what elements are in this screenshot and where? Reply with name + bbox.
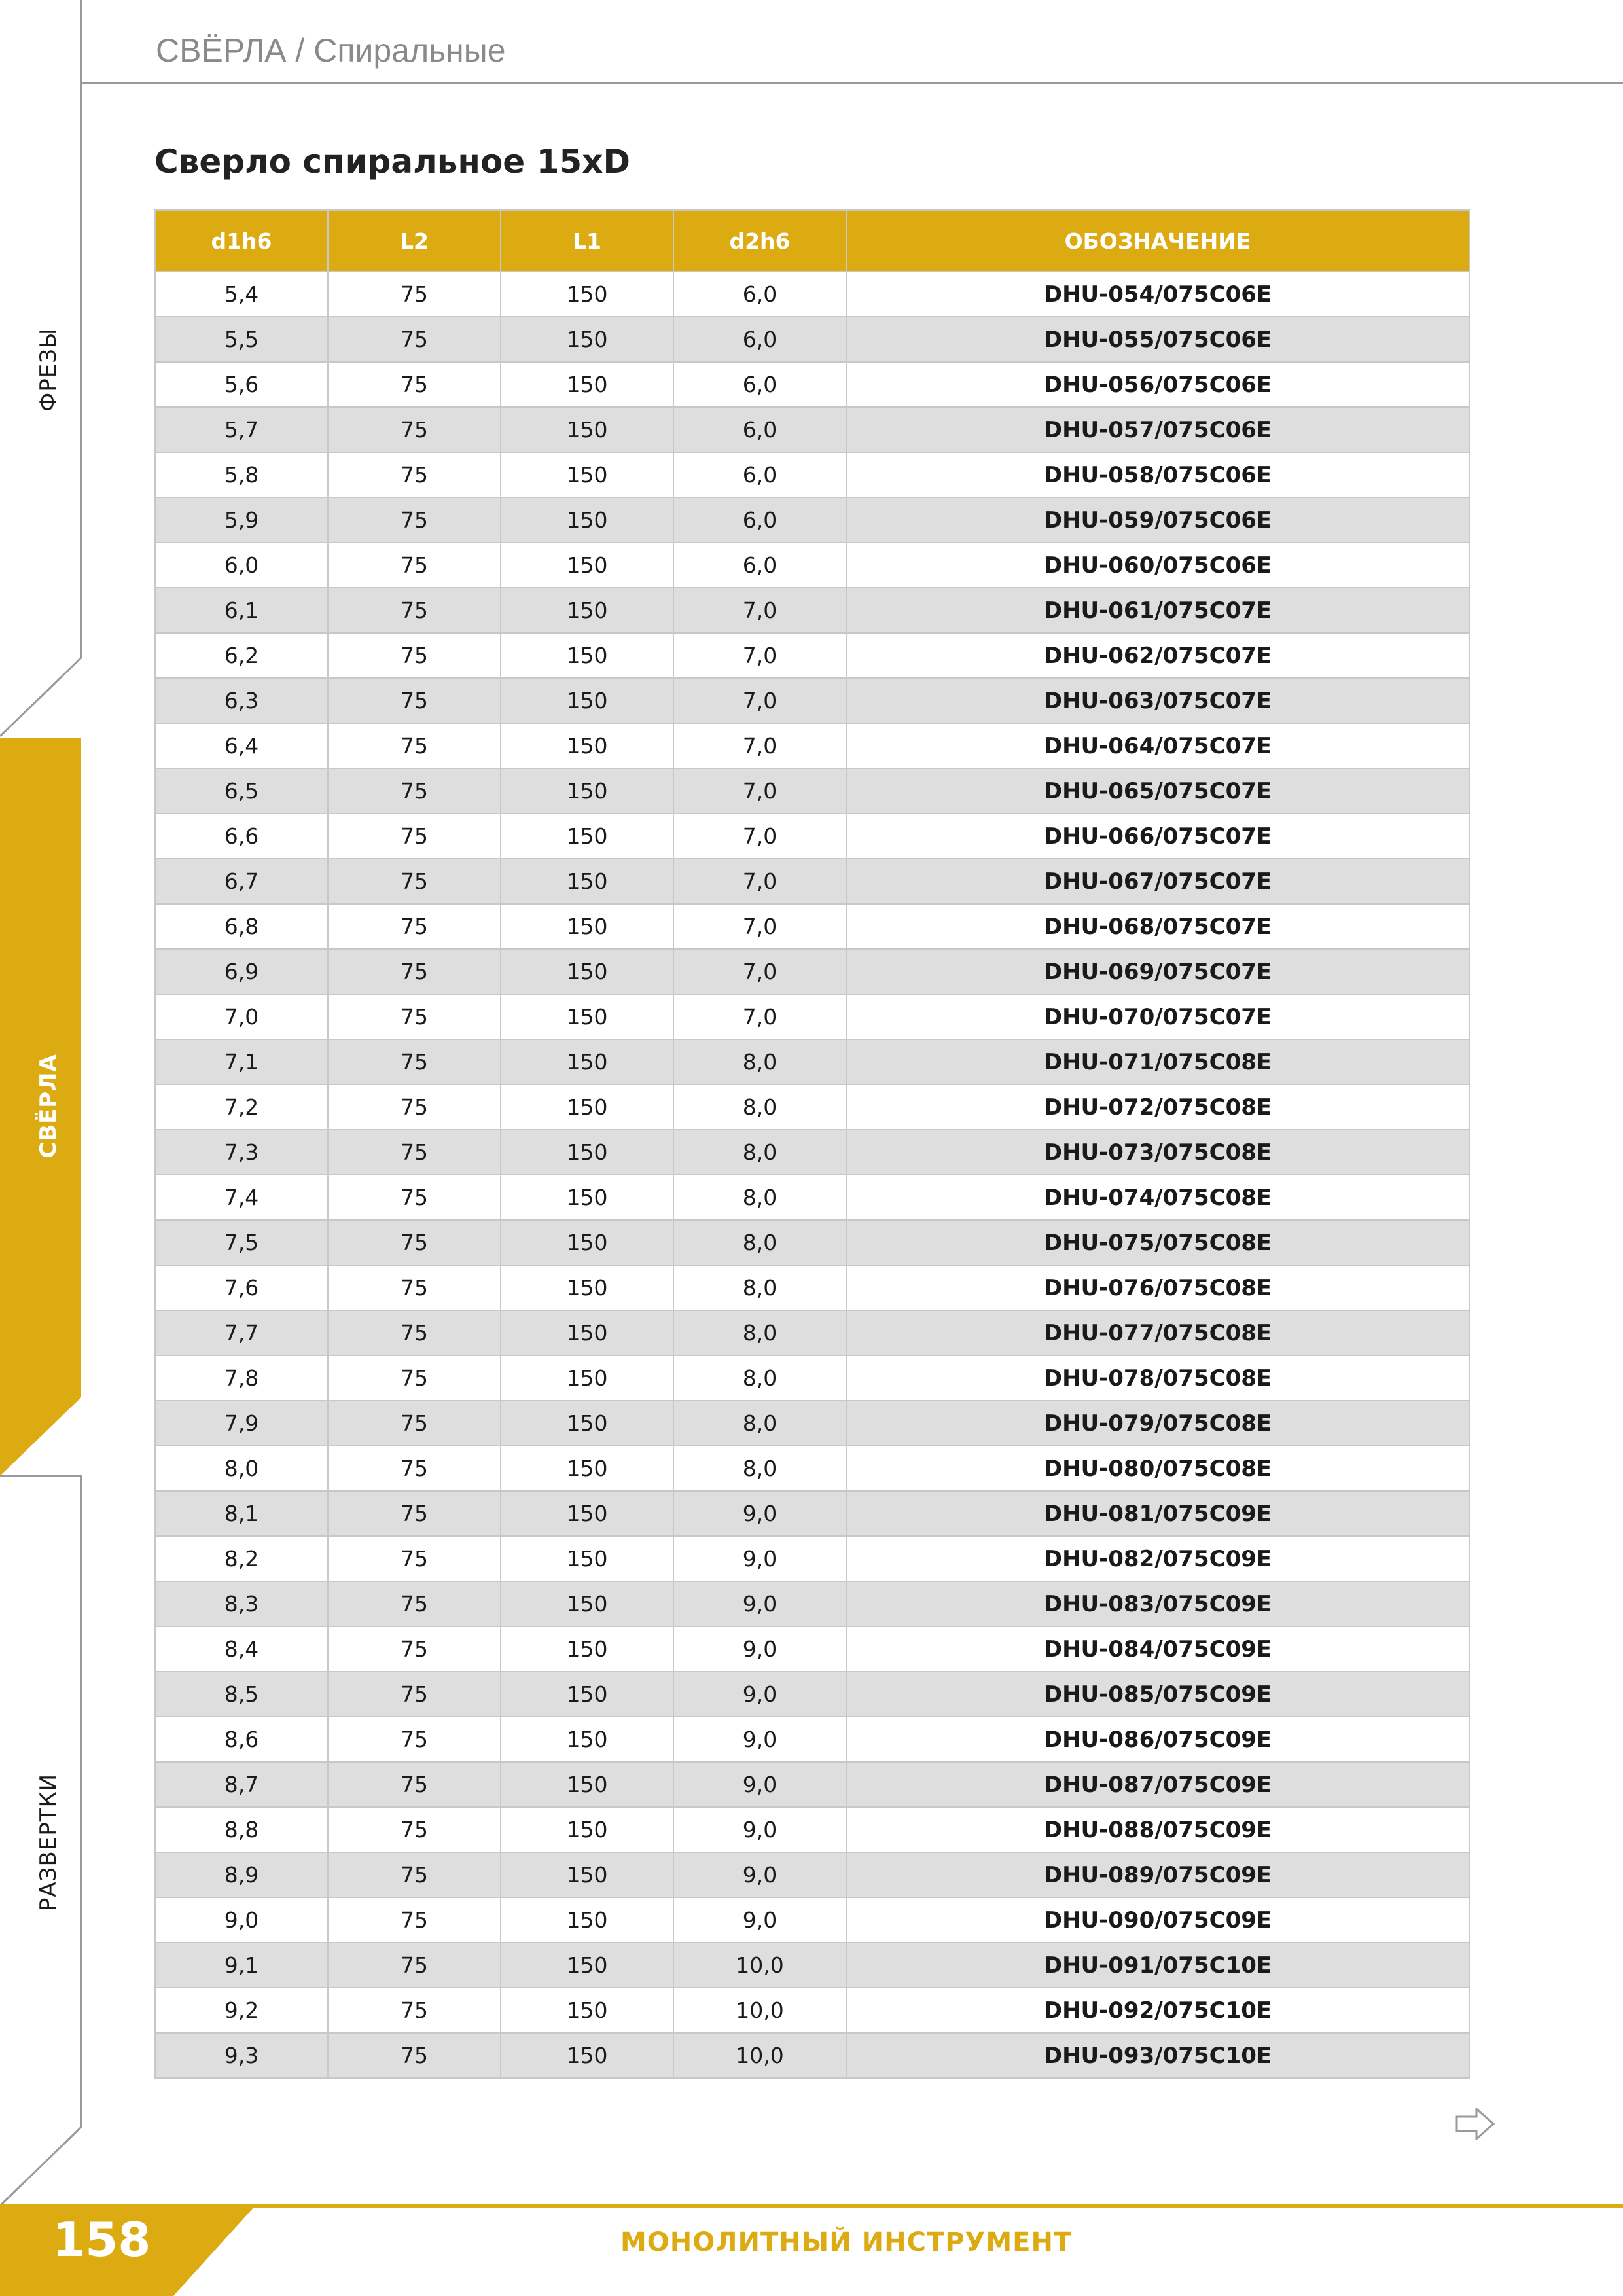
table-row xyxy=(155,859,1469,904)
cell-d2h6: 10,0 xyxy=(673,1988,846,2033)
cell-d2h6: 7,0 xyxy=(673,994,846,1039)
page-number: 158 xyxy=(52,2212,151,2267)
cell-d2h6: 8,0 xyxy=(673,1355,846,1401)
cell-d2h6: 7,0 xyxy=(673,904,846,949)
cell-d2h6: 8,0 xyxy=(673,1175,846,1220)
cell-l2: 75 xyxy=(328,1807,501,1852)
cell-l1: 150 xyxy=(501,768,673,814)
cell-l2: 75 xyxy=(328,1039,501,1085)
table-row xyxy=(155,1175,1469,1220)
cell-designation: DHU-076/075C08E xyxy=(846,1265,1469,1310)
column-header-l1: L1 xyxy=(501,210,673,272)
table-row xyxy=(155,1220,1469,1265)
table-row xyxy=(155,678,1469,723)
cell-d2h6: 7,0 xyxy=(673,814,846,859)
cell-designation: DHU-071/075C08E xyxy=(846,1039,1469,1085)
cell-d2h6: 10,0 xyxy=(673,2033,846,2078)
cell-l1: 150 xyxy=(501,588,673,633)
cell-l2: 75 xyxy=(328,1310,501,1355)
cell-d1h6: 6,7 xyxy=(155,859,328,904)
cell-l2: 75 xyxy=(328,588,501,633)
cell-d2h6: 7,0 xyxy=(673,949,846,994)
cell-designation: DHU-086/075C09E xyxy=(846,1717,1469,1762)
cell-d1h6: 5,6 xyxy=(155,362,328,407)
table-row xyxy=(155,1130,1469,1175)
cell-designation: DHU-056/075C06E xyxy=(846,362,1469,407)
cell-designation: DHU-083/075C09E xyxy=(846,1581,1469,1626)
cell-l1: 150 xyxy=(501,633,673,678)
table-row xyxy=(155,1581,1469,1626)
cell-designation: DHU-080/075C08E xyxy=(846,1446,1469,1491)
cell-l1: 150 xyxy=(501,1852,673,1897)
cell-designation: DHU-088/075C09E xyxy=(846,1807,1469,1852)
cell-l2: 75 xyxy=(328,1220,501,1265)
cell-l1: 150 xyxy=(501,317,673,362)
column-header-d2h6: d2h6 xyxy=(673,210,846,272)
cell-designation: DHU-090/075C09E xyxy=(846,1897,1469,1943)
table-row xyxy=(155,1310,1469,1355)
table-row xyxy=(155,272,1469,317)
cell-d1h6: 6,1 xyxy=(155,588,328,633)
cell-l1: 150 xyxy=(501,1491,673,1536)
column-header-d1h6: d1h6 xyxy=(155,210,328,272)
cell-l1: 150 xyxy=(501,1220,673,1265)
cell-l2: 75 xyxy=(328,1897,501,1943)
cell-d2h6: 7,0 xyxy=(673,678,846,723)
cell-d1h6: 9,1 xyxy=(155,1943,328,1988)
table-row xyxy=(155,1717,1469,1762)
table-row xyxy=(155,588,1469,633)
cell-d1h6: 7,3 xyxy=(155,1130,328,1175)
cell-l1: 150 xyxy=(501,1355,673,1401)
table-row xyxy=(155,362,1469,407)
cell-d1h6: 8,4 xyxy=(155,1626,328,1672)
cell-l2: 75 xyxy=(328,1401,501,1446)
cell-d1h6: 6,5 xyxy=(155,768,328,814)
cell-d1h6: 9,2 xyxy=(155,1988,328,2033)
cell-d2h6: 9,0 xyxy=(673,1672,846,1717)
cell-designation: DHU-063/075C07E xyxy=(846,678,1469,723)
cell-l1: 150 xyxy=(501,1897,673,1943)
cell-l1: 150 xyxy=(501,2033,673,2078)
cell-designation: DHU-059/075C06E xyxy=(846,497,1469,543)
cell-l1: 150 xyxy=(501,859,673,904)
cell-designation: DHU-084/075C09E xyxy=(846,1626,1469,1672)
footer-rule xyxy=(0,2204,1623,2208)
cell-designation: DHU-082/075C09E xyxy=(846,1536,1469,1581)
cell-d1h6: 6,0 xyxy=(155,543,328,588)
cell-l1: 150 xyxy=(501,543,673,588)
cell-d1h6: 5,7 xyxy=(155,407,328,452)
table-row xyxy=(155,1626,1469,1672)
cell-d2h6: 10,0 xyxy=(673,1943,846,1988)
cell-designation: DHU-060/075C06E xyxy=(846,543,1469,588)
cell-l2: 75 xyxy=(328,1491,501,1536)
cell-d2h6: 6,0 xyxy=(673,452,846,497)
cell-d1h6: 6,8 xyxy=(155,904,328,949)
cell-designation: DHU-089/075C09E xyxy=(846,1852,1469,1897)
arrow-right-outline-icon xyxy=(1455,2108,1495,2140)
cell-d1h6: 7,6 xyxy=(155,1265,328,1310)
cell-d2h6: 8,0 xyxy=(673,1401,846,1446)
cell-d2h6: 6,0 xyxy=(673,272,846,317)
table-row xyxy=(155,452,1469,497)
cell-l1: 150 xyxy=(501,1943,673,1988)
cell-d2h6: 6,0 xyxy=(673,362,846,407)
cell-designation: DHU-058/075C06E xyxy=(846,452,1469,497)
breadcrumb: СВЁРЛА / Спиральные xyxy=(156,32,506,69)
table-row xyxy=(155,1039,1469,1085)
cell-l1: 150 xyxy=(501,1039,673,1085)
table-row xyxy=(155,1536,1469,1581)
cell-designation: DHU-062/075C07E xyxy=(846,633,1469,678)
cell-designation: DHU-065/075C07E xyxy=(846,768,1469,814)
cell-designation: DHU-092/075C10E xyxy=(846,1988,1469,2033)
cell-d1h6: 8,7 xyxy=(155,1762,328,1807)
cell-d2h6: 9,0 xyxy=(673,1581,846,1626)
cell-d2h6: 9,0 xyxy=(673,1762,846,1807)
table-row xyxy=(155,407,1469,452)
cell-l2: 75 xyxy=(328,543,501,588)
cell-l2: 75 xyxy=(328,1446,501,1491)
cell-designation: DHU-066/075C07E xyxy=(846,814,1469,859)
cell-d1h6: 7,8 xyxy=(155,1355,328,1401)
table-row xyxy=(155,1988,1469,2033)
cell-d2h6: 9,0 xyxy=(673,1717,846,1762)
cell-l1: 150 xyxy=(501,272,673,317)
cell-l1: 150 xyxy=(501,1672,673,1717)
cell-d2h6: 8,0 xyxy=(673,1039,846,1085)
cell-d1h6: 5,9 xyxy=(155,497,328,543)
cell-l1: 150 xyxy=(501,949,673,994)
cell-l1: 150 xyxy=(501,1581,673,1626)
table-row xyxy=(155,2033,1469,2078)
cell-d1h6: 7,0 xyxy=(155,994,328,1039)
cell-l2: 75 xyxy=(328,1130,501,1175)
cell-l1: 150 xyxy=(501,362,673,407)
cell-d1h6: 8,0 xyxy=(155,1446,328,1491)
cell-designation: DHU-057/075C06E xyxy=(846,407,1469,452)
table-row xyxy=(155,1446,1469,1491)
table-row xyxy=(155,1807,1469,1852)
cell-l2: 75 xyxy=(328,1943,501,1988)
table-row xyxy=(155,1401,1469,1446)
cell-l1: 150 xyxy=(501,1988,673,2033)
cell-designation: DHU-079/075C08E xyxy=(846,1401,1469,1446)
cell-l1: 150 xyxy=(501,497,673,543)
cell-designation: DHU-077/075C08E xyxy=(846,1310,1469,1355)
cell-l1: 150 xyxy=(501,1446,673,1491)
cell-d2h6: 7,0 xyxy=(673,588,846,633)
cell-l1: 150 xyxy=(501,904,673,949)
column-header-l2: L2 xyxy=(328,210,501,272)
cell-designation: DHU-068/075C07E xyxy=(846,904,1469,949)
cell-designation: DHU-074/075C08E xyxy=(846,1175,1469,1220)
cell-d1h6: 6,2 xyxy=(155,633,328,678)
cell-d2h6: 9,0 xyxy=(673,1626,846,1672)
cell-d1h6: 9,3 xyxy=(155,2033,328,2078)
cell-designation: DHU-069/075C07E xyxy=(846,949,1469,994)
cell-l2: 75 xyxy=(328,1085,501,1130)
cell-l2: 75 xyxy=(328,859,501,904)
cell-l1: 150 xyxy=(501,1807,673,1852)
cell-l1: 150 xyxy=(501,1085,673,1130)
cell-d2h6: 9,0 xyxy=(673,1897,846,1943)
cell-l2: 75 xyxy=(328,1536,501,1581)
table-body xyxy=(155,272,1469,2078)
cell-l2: 75 xyxy=(328,768,501,814)
table-row xyxy=(155,949,1469,994)
cell-l2: 75 xyxy=(328,904,501,949)
cell-d2h6: 9,0 xyxy=(673,1807,846,1852)
cell-designation: DHU-073/075C08E xyxy=(846,1130,1469,1175)
cell-l2: 75 xyxy=(328,678,501,723)
cell-l1: 150 xyxy=(501,1626,673,1672)
cell-d1h6: 8,6 xyxy=(155,1717,328,1762)
cell-l2: 75 xyxy=(328,1355,501,1401)
cell-l2: 75 xyxy=(328,1852,501,1897)
cell-d2h6: 9,0 xyxy=(673,1491,846,1536)
cell-l2: 75 xyxy=(328,1626,501,1672)
cell-l1: 150 xyxy=(501,1130,673,1175)
table-row xyxy=(155,543,1469,588)
cell-d2h6: 8,0 xyxy=(673,1446,846,1491)
cell-d1h6: 6,9 xyxy=(155,949,328,994)
cell-l1: 150 xyxy=(501,1310,673,1355)
cell-l2: 75 xyxy=(328,723,501,768)
cell-l2: 75 xyxy=(328,407,501,452)
cell-l2: 75 xyxy=(328,1672,501,1717)
cell-designation: DHU-091/075C10E xyxy=(846,1943,1469,1988)
cell-l1: 150 xyxy=(501,1175,673,1220)
table-row xyxy=(155,1265,1469,1310)
table-row xyxy=(155,814,1469,859)
cell-l2: 75 xyxy=(328,1988,501,2033)
cell-d2h6: 6,0 xyxy=(673,497,846,543)
cell-d2h6: 6,0 xyxy=(673,317,846,362)
cell-l2: 75 xyxy=(328,272,501,317)
cell-designation: DHU-081/075C09E xyxy=(846,1491,1469,1536)
cell-d1h6: 6,6 xyxy=(155,814,328,859)
cell-d2h6: 9,0 xyxy=(673,1852,846,1897)
cell-d1h6: 7,9 xyxy=(155,1401,328,1446)
cell-d1h6: 8,8 xyxy=(155,1807,328,1852)
cell-l2: 75 xyxy=(328,362,501,407)
cell-designation: DHU-061/075C07E xyxy=(846,588,1469,633)
cell-l2: 75 xyxy=(328,814,501,859)
cell-designation: DHU-064/075C07E xyxy=(846,723,1469,768)
table-row xyxy=(155,497,1469,543)
cell-designation: DHU-055/075C06E xyxy=(846,317,1469,362)
cell-designation: DHU-072/075C08E xyxy=(846,1085,1469,1130)
cell-d2h6: 6,0 xyxy=(673,407,846,452)
cell-d1h6: 8,3 xyxy=(155,1581,328,1626)
cell-d1h6: 5,8 xyxy=(155,452,328,497)
table-row xyxy=(155,904,1469,949)
cell-l1: 150 xyxy=(501,1717,673,1762)
cell-d2h6: 9,0 xyxy=(673,1536,846,1581)
cell-l2: 75 xyxy=(328,1175,501,1220)
cell-d1h6: 7,4 xyxy=(155,1175,328,1220)
cell-d1h6: 6,4 xyxy=(155,723,328,768)
table-row xyxy=(155,317,1469,362)
cell-designation: DHU-085/075C09E xyxy=(846,1672,1469,1717)
cell-l1: 150 xyxy=(501,407,673,452)
cell-l1: 150 xyxy=(501,1762,673,1807)
cell-l1: 150 xyxy=(501,1536,673,1581)
cell-l1: 150 xyxy=(501,678,673,723)
side-tab-mills[interactable]: ФРЕЗЫ xyxy=(35,327,62,412)
table-row xyxy=(155,1491,1469,1536)
cell-designation: DHU-075/075C08E xyxy=(846,1220,1469,1265)
table-row xyxy=(155,994,1469,1039)
cell-l2: 75 xyxy=(328,1762,501,1807)
table-row xyxy=(155,768,1469,814)
table-row xyxy=(155,723,1469,768)
cell-designation: DHU-067/075C07E xyxy=(846,859,1469,904)
cell-l2: 75 xyxy=(328,949,501,994)
cell-designation: DHU-078/075C08E xyxy=(846,1355,1469,1401)
cell-d1h6: 5,5 xyxy=(155,317,328,362)
cell-l1: 150 xyxy=(501,814,673,859)
cell-d1h6: 8,2 xyxy=(155,1536,328,1581)
cell-designation: DHU-087/075C09E xyxy=(846,1762,1469,1807)
cell-l2: 75 xyxy=(328,994,501,1039)
cell-l2: 75 xyxy=(328,1265,501,1310)
table-row xyxy=(155,1762,1469,1807)
cell-d1h6: 8,9 xyxy=(155,1852,328,1897)
cell-d2h6: 8,0 xyxy=(673,1310,846,1355)
cell-l2: 75 xyxy=(328,2033,501,2078)
cell-designation: DHU-070/075C07E xyxy=(846,994,1469,1039)
side-tab-drills[interactable]: СВЁРЛА xyxy=(35,1054,62,1158)
cell-d1h6: 8,1 xyxy=(155,1491,328,1536)
cell-l2: 75 xyxy=(328,633,501,678)
cell-d2h6: 8,0 xyxy=(673,1265,846,1310)
side-tab-reamers[interactable]: РАЗВЕРТКИ xyxy=(35,1773,62,1912)
cell-d1h6: 7,1 xyxy=(155,1039,328,1085)
cell-d2h6: 8,0 xyxy=(673,1085,846,1130)
cell-designation: DHU-054/075C06E xyxy=(846,272,1469,317)
table-row xyxy=(155,1852,1469,1897)
cell-l2: 75 xyxy=(328,497,501,543)
table-row xyxy=(155,1897,1469,1943)
table-header-row xyxy=(155,210,1469,272)
cell-designation: DHU-093/075C10E xyxy=(846,2033,1469,2078)
table-row xyxy=(155,1355,1469,1401)
cell-l2: 75 xyxy=(328,452,501,497)
cell-d2h6: 7,0 xyxy=(673,859,846,904)
column-header-designation: ОБОЗНАЧЕНИЕ xyxy=(846,210,1469,272)
cell-d2h6: 8,0 xyxy=(673,1130,846,1175)
cell-l1: 150 xyxy=(501,452,673,497)
cell-l1: 150 xyxy=(501,994,673,1039)
cell-d1h6: 7,7 xyxy=(155,1310,328,1355)
cell-d1h6: 6,3 xyxy=(155,678,328,723)
table-row xyxy=(155,1943,1469,1988)
cell-l2: 75 xyxy=(328,1581,501,1626)
cell-d1h6: 5,4 xyxy=(155,272,328,317)
cell-d2h6: 6,0 xyxy=(673,543,846,588)
spec-table xyxy=(154,209,1470,2079)
cell-l1: 150 xyxy=(501,1401,673,1446)
table-row xyxy=(155,1085,1469,1130)
page-title: Сверло спиральное 15xD xyxy=(154,143,630,181)
cell-l1: 150 xyxy=(501,723,673,768)
cell-d1h6: 9,0 xyxy=(155,1897,328,1943)
cell-d1h6: 7,2 xyxy=(155,1085,328,1130)
cell-d2h6: 7,0 xyxy=(673,768,846,814)
cell-l2: 75 xyxy=(328,1717,501,1762)
footer-title: МОНОЛИТНЫЙ ИНСТРУМЕНТ xyxy=(620,2227,1073,2257)
cell-l1: 150 xyxy=(501,1265,673,1310)
cell-d1h6: 8,5 xyxy=(155,1672,328,1717)
table-row xyxy=(155,633,1469,678)
cell-d2h6: 7,0 xyxy=(673,633,846,678)
cell-d1h6: 7,5 xyxy=(155,1220,328,1265)
cell-d2h6: 7,0 xyxy=(673,723,846,768)
cell-l2: 75 xyxy=(328,317,501,362)
cell-d2h6: 8,0 xyxy=(673,1220,846,1265)
table-row xyxy=(155,1672,1469,1717)
